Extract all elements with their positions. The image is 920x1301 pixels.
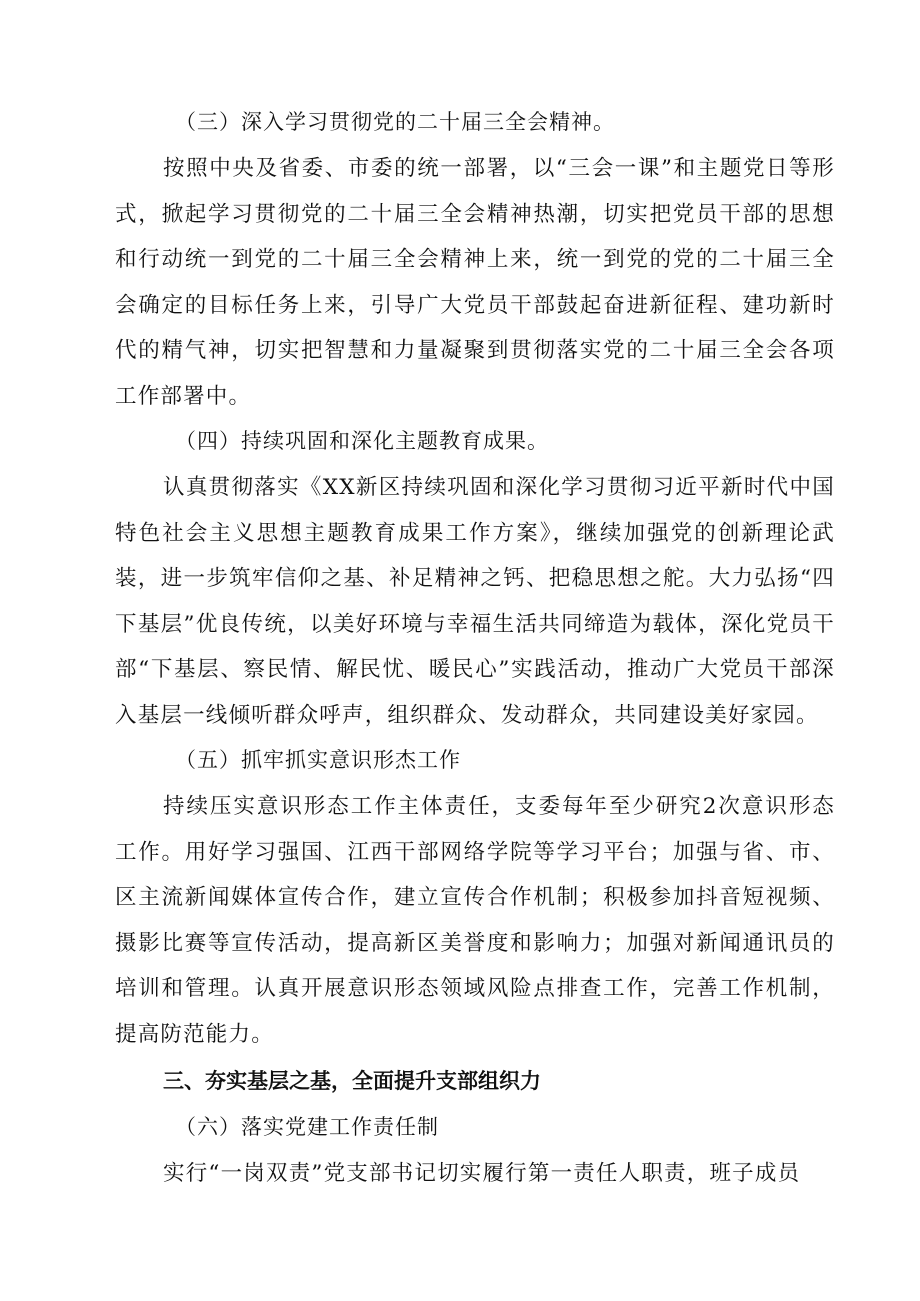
paragraph-6: 实行“一岗双责”党支部书记切实履行第一责任人职责，班子成员 [163, 1161, 801, 1186]
subheading-5: （五）抓牢抓实意识形杰工作 [175, 748, 461, 772]
paragraph-3: 按照中央及省委、市委的统一部署，以“三会一课”和主题党日等形式，掀起学习贯彻党的二十届三全会精神热潮，切实把党员干部的思想和行动统一到党的二十届三全会精神上来，统一到党的党的二十届三全会确定的目标任务上来，引导广大党员干部鼓起奋进新征程、建功新时代的精气神，切实把智慧和力量凝聚到贯彻落实党的二十届三全会各项工作部署中。 [115, 156, 835, 409]
section-heading-3: 三、夯实基层之基，全面提升支部组织力 [163, 1069, 541, 1093]
subheading-4: （四）持续巩固和深化主题教育成果。 [175, 429, 549, 453]
document-body [115, 100, 835, 1197]
subheading-3: （三）深入学习贯彻党的二十届三全会精神。 [175, 110, 615, 134]
subheading-6: （六）落实党建工作责任制 [175, 1115, 439, 1139]
paragraph-4: 认真贯彻落实《XX新区持续巩固和深化学习贯彻习近平新时代中国特色社会主义思想主题教育成果工作方案》，继续加强党的创新理论武装，进一步筑牢信仰之基、补足精神之钙、把稳思想之舵。大力弘扬“四下基层”优良传统，以美好环境与幸福生活共同缔造为载体，深化党员干部“下基层、察民情、解民忧、暖民心”实践活动，推动广大党员干部深入基层一线倾听群众呼声，组织群众、发动群众，共同建设美好家园。 [115, 475, 835, 728]
paragraph-5: 持续压实意识形态工作主体责任，支委每年至少研究2次意识形态工作。用好学习强国、江西干部网络学院等学习平台；加强与省、市、区主流新闻媒体宣传合作，建立宣传合作机制；积极参加抖音短视频、摄影比赛等宣传活动，提高新区美誉度和影响力；加强对新闻通讯员的培训和管理。认真开展意识形态领域风险点排查工作，完善工作机制，提高防范能力。 [115, 794, 835, 1047]
